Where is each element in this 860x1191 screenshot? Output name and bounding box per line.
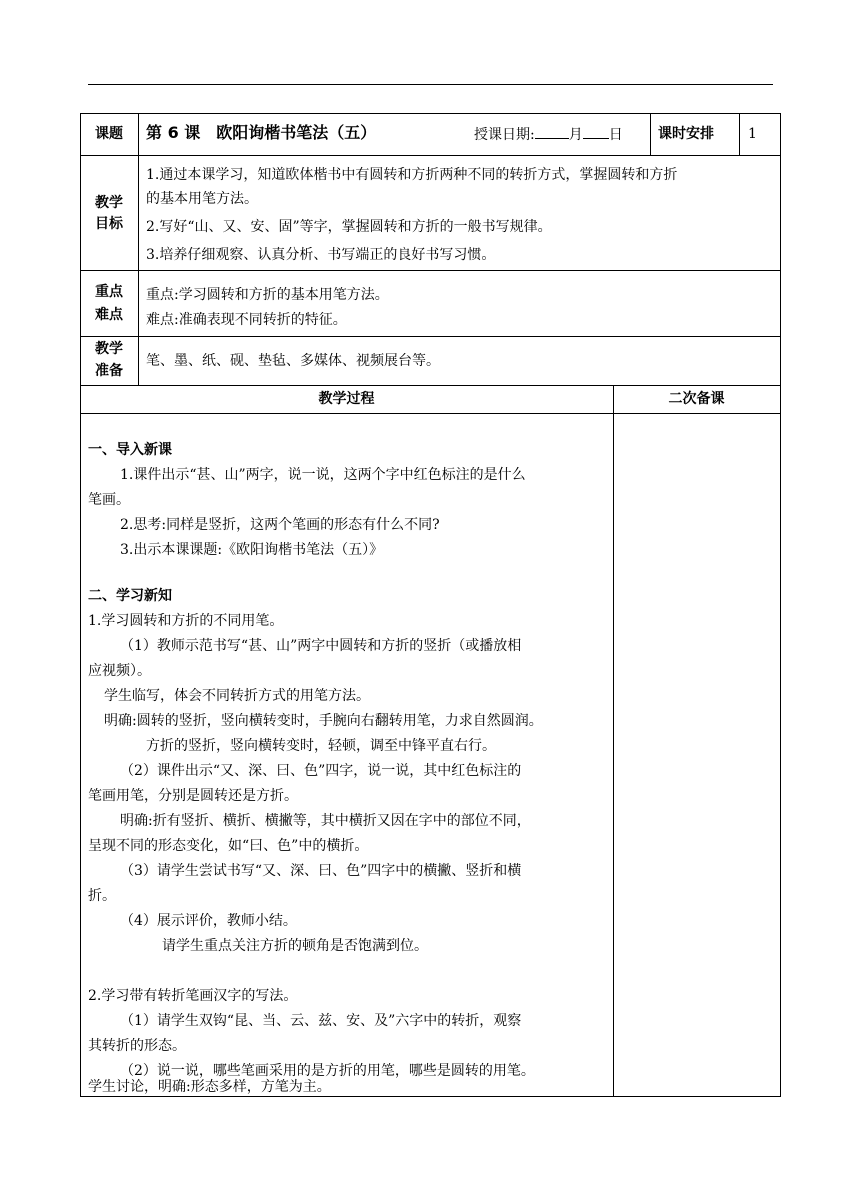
keypoints-label-line1: 重点: [95, 284, 123, 300]
day-blank: [583, 124, 609, 139]
process-line: 明确:圆转的竖折，竖向横转变时，手腕向右翻转用笔，力求自然圆润。: [104, 713, 543, 729]
process-line: 方折的竖折，竖向横转变时，轻顿，调至中锋平直右行。: [146, 738, 496, 754]
process-line: 请学生重点关注方折的顿角是否饱满到位。: [162, 938, 428, 954]
lesson-label: 课题: [95, 126, 123, 142]
process-line: （3）请学生尝试书写“又、深、曰、色”四字中的横撇、竖折和横: [120, 863, 522, 879]
month-label: 月: [568, 127, 583, 143]
keypoints-label-line2: 难点: [95, 307, 123, 323]
lesson-title: 第 6 课 欧阳询楷书笔法（五）: [146, 123, 377, 142]
objective-line: 1.通过本课学习，知道欧体楷书中有圆转和方折两种不同的转折方式，掌握圆转和方折: [146, 167, 678, 183]
notes-header: 二次备课: [668, 391, 725, 407]
process-line: 笔画。: [88, 492, 130, 508]
section-title: 一、导入新课: [88, 442, 172, 458]
keypoint-line: 重点:学习圆转和方折的基本用笔方法。: [146, 287, 389, 303]
process-line: 应视频）。: [88, 663, 151, 679]
process-line: 笔画用笔，分别是圆转还是方折。: [88, 788, 298, 804]
process-line: 3.出示本课课题:《欧阳询楷书笔法（五）》: [120, 542, 384, 558]
objectives-label-line1: 教学: [95, 195, 123, 211]
process-line: 其转折的形态。: [88, 1038, 186, 1054]
prep-text: 笔、墨、纸、砚、垫毡、多媒体、视频展台等。: [146, 353, 440, 369]
process-header: 教学过程: [318, 391, 375, 407]
lesson-date: [474, 124, 623, 145]
process-line: 1.课件出示“甚、山”两字，说一说，这两个字中红色标注的是什么: [120, 467, 526, 483]
hours-value: 1: [748, 126, 757, 142]
objective-line: 的基本用笔方法。: [146, 191, 258, 207]
day-label: 日: [608, 127, 623, 143]
section-title: 二、学习新知: [88, 588, 172, 604]
keypoint-line: 难点:准确表现不同转折的特征。: [146, 312, 347, 328]
page-header-rule: [88, 84, 773, 85]
process-line: 折。: [88, 888, 116, 904]
hours-label: 课时安排: [658, 126, 714, 142]
process-line: （4）展示评价，教师小结。: [120, 913, 297, 929]
month-blank: [535, 124, 569, 139]
process-line: 1.学习圆转和方折的不同用笔。: [88, 613, 284, 629]
process-line: （2）课件出示“又、深、曰、色”四字，说一说，其中红色标注的: [120, 763, 522, 779]
process-line: 2.学习带有转折笔画汉字的写法。: [88, 988, 298, 1004]
process-line: （1）教师示范书写“甚、山”两字中圆转和方折的竖折（或播放相: [120, 638, 522, 654]
process-line: 2.思考:同样是竖折，这两个笔画的形态有什么不同?: [120, 517, 440, 533]
process-line: 呈现不同的形态变化，如“曰、色”中的横折。: [88, 838, 369, 854]
process-line: 明确:折有竖折、横折、横撇等，其中横折又因在字中的部位不同，: [120, 813, 531, 829]
objective-line: 2.写好“山、又、安、固”等字，掌握圆转和方折的一般书写规律。: [146, 219, 552, 235]
process-line: 学生临写，体会不同转折方式的用笔方法。: [104, 688, 370, 704]
prep-label-line1: 教学: [95, 341, 123, 357]
process-line: （1）请学生双钩“昆、当、云、兹、安、及”六字中的转折，观察: [120, 1013, 522, 1029]
objectives-label-line2: 目标: [95, 216, 123, 232]
prep-label-line2: 准备: [95, 363, 123, 379]
process-line: 学生讨论，明确:形态多样，方笔为主。: [88, 1079, 331, 1095]
objective-line: 3.培养仔细观察、认真分析、书写端正的良好书写习惯。: [146, 247, 496, 263]
date-prefix: 授课日期:: [474, 127, 535, 143]
process-line: （2）说一说，哪些笔画采用的是方折的用笔，哪些是圆转的用笔。: [120, 1063, 535, 1079]
